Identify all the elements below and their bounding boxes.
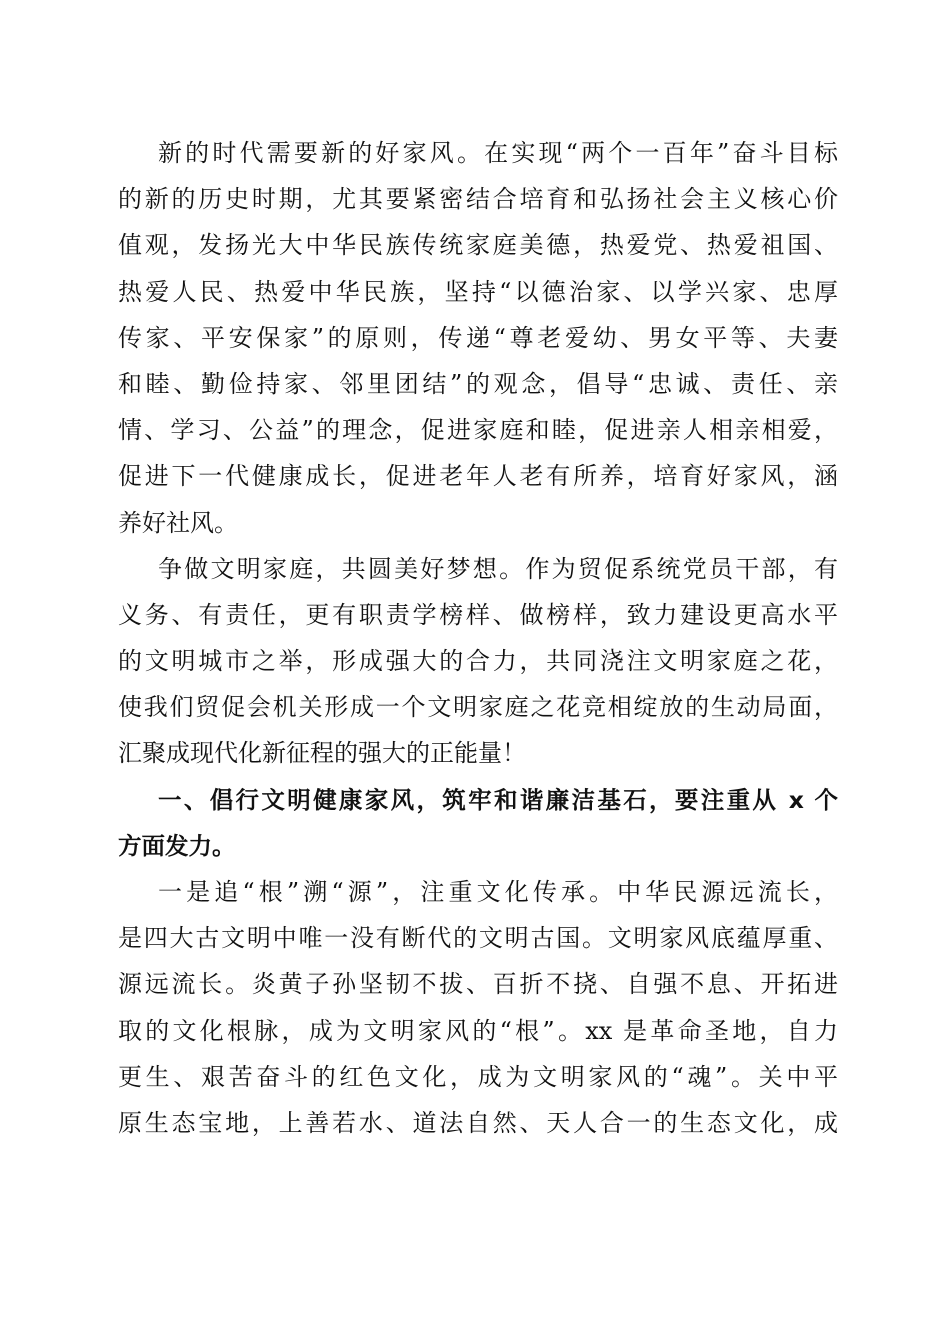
paragraph	[118, 130, 838, 546]
text-line: 取的文化根脉，成为文明家风的“根”。xx 是革命圣地，自力	[118, 1016, 838, 1045]
text-line: 争做文明家庭，共圆美好梦想。作为贸促系统党员干部，有	[158, 554, 838, 583]
text-line: 促进下一代健康成长，促进老年人老有所养，培育好家风，涵	[118, 462, 838, 491]
text-line: 一是追“根”溯“源”，注重文化传承。中华民源远流长，	[158, 878, 838, 906]
text-line: 热爱人民、热爱中华民族，坚持“以德治家、以学兴家、忠厚	[118, 277, 838, 306]
text-line: 养好社风。	[118, 508, 238, 537]
text-line: 的新的历史时期，尤其要紧密结合培育和弘扬社会主义核心价	[118, 185, 838, 214]
text-line: 情、学习、公益”的理念，促进家庭和睦，促进亲人相亲相爱，	[118, 416, 838, 445]
text-line: 值观，发扬光大中华民族传统家庭美德，热爱党、热爱祖国、	[118, 231, 838, 260]
text-line: 源远流长。炎黄子孙坚韧不拔、百折不挠、自强不息、开拓进	[118, 970, 838, 999]
text-line: 和睦、勤俭持家、邻里团结”的观念，倡导“忠诚、责任、亲	[118, 369, 838, 398]
text-line: 汇聚成现代化新征程的强大的正能量！	[118, 739, 526, 768]
text-line: 传家、平安保家”的原则，传递“尊老爱幼、男女平等、夫妻	[118, 323, 838, 352]
text-line: 使我们贸促会机关形成一个文明家庭之花竞相绽放的生动局面，	[118, 693, 838, 722]
heading-line: 方面发力。	[118, 831, 236, 860]
paragraph	[118, 546, 838, 777]
document-page	[118, 130, 838, 1146]
text-line: 是四大古文明中唯一没有断代的文明古国。文明家风底蕴厚重、	[118, 924, 838, 953]
paragraph	[118, 869, 838, 1146]
text-line: 原生态宝地，上善若水、道法自然、天人合一的生态文化，成	[118, 1108, 838, 1137]
text-line: 更生、艰苦奋斗的红色文化，成为文明家风的“魂”。关中平	[118, 1062, 838, 1091]
text-line: 新的时代需要新的好家风。在实现“两个一百年”奋斗目标	[158, 139, 838, 167]
heading-line: 一、倡行文明健康家风，筑牢和谐廉洁基石，要注重从 x 个	[158, 785, 838, 814]
text-line: 义务、有责任，更有职责学榜样、做榜样，致力建设更高水平	[118, 600, 838, 629]
text-line: 的文明城市之举，形成强大的合力，共同浇注文明家庭之花，	[118, 647, 838, 676]
section-heading	[118, 777, 838, 869]
